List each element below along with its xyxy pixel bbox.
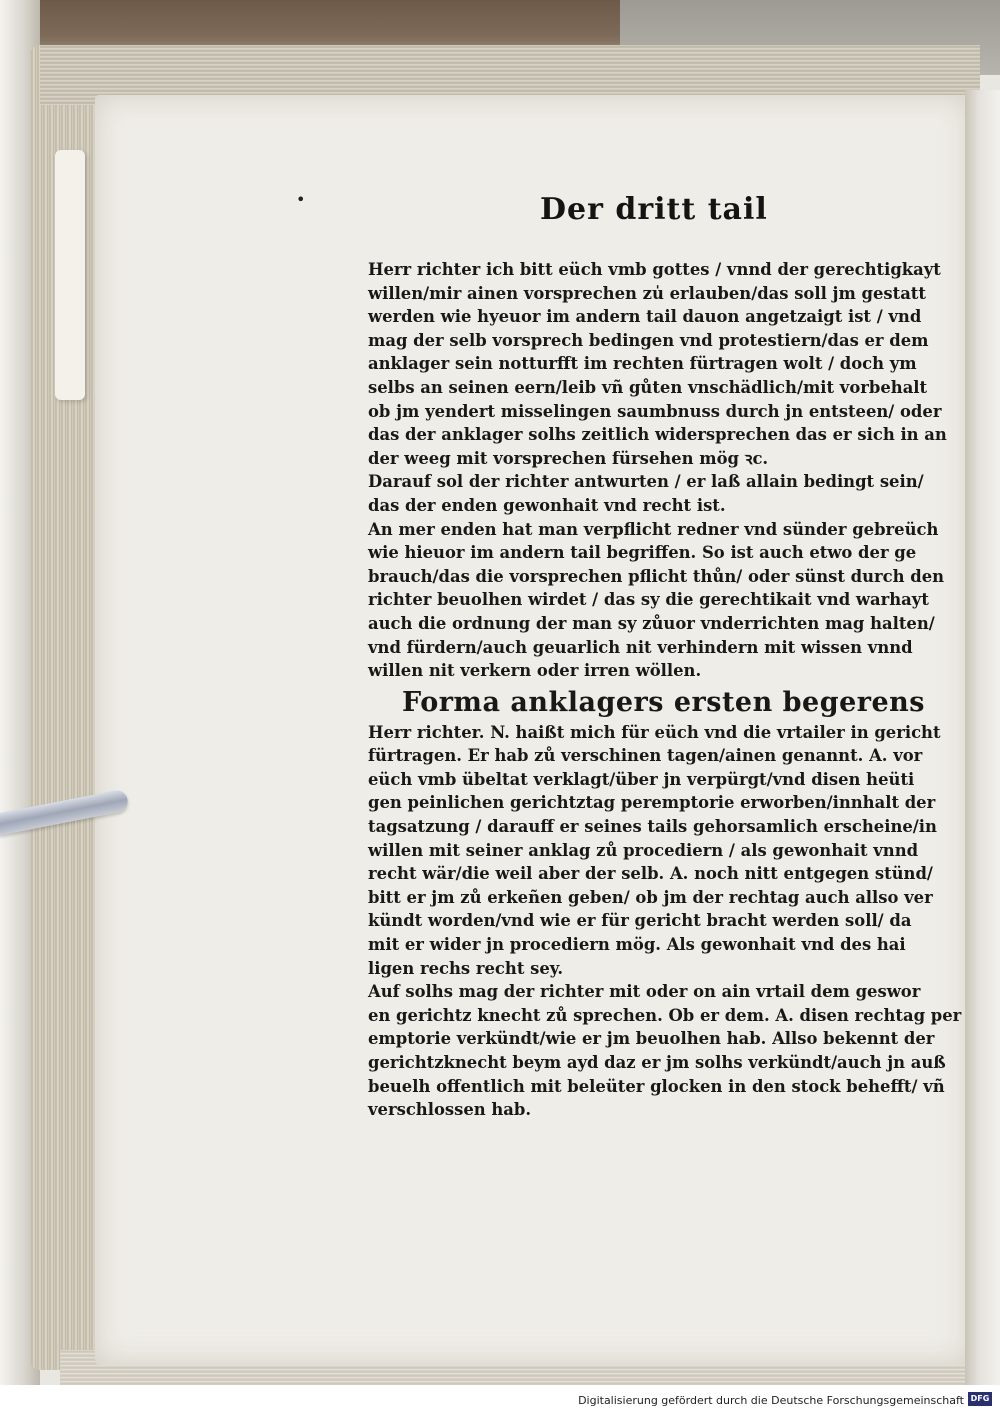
funding-credit: Digitalisierung gefördert durch die Deutsche Forschungsgemeinschaft — [578, 1394, 964, 1407]
text-line: willen mit seiner anklag zů procediern / als gewonhait vnnd — [368, 840, 919, 860]
text-line: en gerichtz knecht zů sprechen. Ob er dem. A. disen rechtag per — [368, 1005, 962, 1025]
text-line: willen/mir ainen vorsprechen zu̍ erlauben/das soll jm gestatt — [368, 283, 926, 303]
text-line: mit er wider jn procediern mög. Als gewonhait vnd des hai — [368, 935, 906, 955]
text-line: An mer enden hat man verpflicht redner vnd sünder gebreüch — [368, 519, 939, 539]
text-line: anklager sein notturfft im rechten fürtragen wolt / doch ym — [368, 354, 917, 374]
text-line: brauch/das die vorsprechen pflicht thůn/ oder sünst durch den — [368, 566, 945, 586]
text-line: wie hieuor im andern tail begriffen. So ist auch etwo der ge — [368, 543, 917, 563]
text-line: beuelh offentlich mit beleüter glocken in den stock behefft/ vñ — [368, 1076, 945, 1096]
text-line: der weeg mit vorsprechen fürsehen mög ꝛc. — [368, 448, 769, 468]
footer-bar — [0, 1385, 1000, 1415]
text-line: gerichtzknecht beym ayd daz er jm solhs verkündt/auch jn auß — [368, 1053, 946, 1072]
torn-page-fragment — [55, 150, 85, 400]
text-line: eüch vmb übeltat verklagt/über jn verpürgt/vnd disen heüti — [368, 769, 915, 789]
text-line: Darauf sol der richter antwurten / er laß allain bedingt sein/ — [368, 472, 924, 492]
paragraph-group-2 — [368, 721, 962, 1122]
text-line: das der anklager solhs zeitlich widersprechen das er sich in an — [368, 425, 947, 445]
text-line: bitt er jm zů erkeñen geben/ ob jm der rechtag auch allso ver — [368, 887, 933, 907]
running-head: Der dritt tail — [540, 192, 768, 227]
text-line: Auf solhs mag der richter mit oder on ain vrtail dem geswor — [368, 982, 921, 1002]
text-line: ob jm yendert misselingen saumbnuss durch jn entsteen/ oder — [368, 401, 942, 421]
book-gutter — [965, 90, 1000, 1385]
text-line: Herr richter. N. haißt mich für eüch vnd die vrtailer in gericht — [368, 722, 941, 742]
text-line: Herr richter ich bitt eüch vmb gottes / vnnd der gerechtigkayt — [368, 260, 941, 279]
text-line: verschlossen hab. — [368, 1100, 532, 1120]
text-line: fürtragen. Er hab zů verschinen tagen/ainen genannt. A. vor — [368, 746, 923, 766]
page-mark: • — [296, 190, 306, 209]
text-line: richter beuolhen wirdet / das sy die gerechtikait vnd warhayt — [368, 590, 929, 610]
text-line: selbs an seinen eern/leib vñ gůten vnschädlich/mit vorbehalt — [368, 377, 928, 397]
text-line: ligen rechs recht sey. — [368, 958, 564, 978]
text-line: vnd fürdern/auch geuarlich nit verhindern mit wissen vnnd — [368, 637, 913, 657]
paragraph-group-1 — [368, 258, 947, 683]
text-line: kündt worden/vnd wie er für gericht bracht werden soll/ da — [368, 911, 912, 931]
text-line: das der enden gewonhait vnd recht ist. — [368, 495, 726, 515]
section-heading: Forma anklagers ersten begerens — [402, 686, 925, 718]
text-line: recht wär/die weil aber der selb. A. noch nitt entgegen stünd/ — [368, 864, 933, 884]
text-line: tagsatzung / darauff er seines tails gehorsamlich erscheine/in — [368, 817, 937, 837]
text-line: auch die ordnung der man sy zůuor vnderrichten mag halten/ — [368, 613, 935, 633]
text-block — [368, 258, 962, 1122]
text-line: mag der selb vorsprech bedingen vnd protestiern/das er dem — [368, 330, 929, 350]
text-line: werden wie hyeuor im andern tail dauon angetzaigt ist / vnd — [368, 307, 922, 327]
text-line: willen nit verkern oder irren wöllen. — [368, 661, 702, 681]
text-line: emptorie verkündt/wie er jm beuolhen hab. Allso bekennt der — [368, 1029, 935, 1049]
dfg-logo: DFG — [968, 1392, 992, 1406]
text-line: gen peinlichen gerichtztag peremptorie erworben/innhalt der — [368, 793, 936, 813]
